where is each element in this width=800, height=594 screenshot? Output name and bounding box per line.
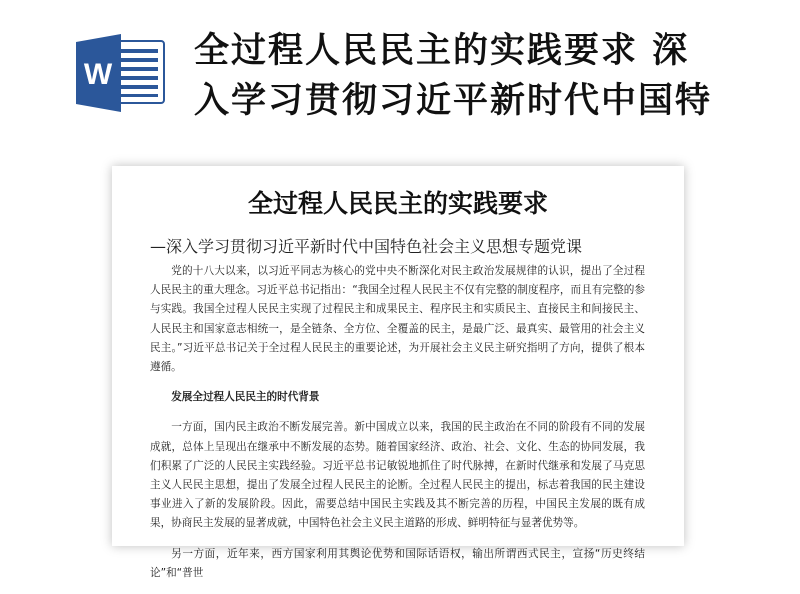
paragraph: 一方面，国内民主政治不断发展完善。新中国成立以来，我国的民主政治在不同的阶段有不同的发展成就，总体上呈现出在继承中不断发展的态势。随着国家经济、政治、社会、文化、生态的协同发展，我们积累了广泛的人民民主实践经验。习近平总书记敏锐地抓住了时代脉搏，在新时代继承和发展了马克思主义人民民主思想，提出了发展全过程人民民主的论断。全过程人民民主的提出，标志着我国的民主建设事业进入了新的发展阶段。因此，需要总结中国民主实践及其不断完善的历程，中国民主发展的既有成果，协商民主发展的显著成就，中国特色社会主义民主道路的形成、鲜明特征与显著优势等。	[150, 421, 645, 530]
document-title: 全过程人民民主的实践要求 深入学习贯彻习近平新时代中国特	[194, 31, 713, 121]
page-subtitle: —深入学习贯彻习近平新时代中国特色社会主义思想专题党课	[150, 237, 583, 256]
document-page-preview	[112, 166, 684, 579]
section-heading: 发展全过程人民民主的时代背景	[171, 391, 320, 404]
word-document-icon	[76, 32, 166, 112]
document-body	[150, 262, 645, 594]
paragraph: 另一方面，近年来，西方国家利用其舆论优势和国际话语权，输出所谓西式民主，宣扬“历史终结论”和“普世	[150, 547, 645, 579]
paragraph: 党的十八大以来，以习近平同志为核心的党中央不断深化对民主政治发展规律的认识，提出了全过程人民民主的重大理念。习近平总书记指出：“我国全过程人民民主不仅有完整的制度程序，而且有完整的参与实践。我国全过程人民民主实现了过程民主和成果民主、程序民主和实质民主、直接民主和间接民主、人民民主和国家意志相统一，是全链条、全方位、全覆盖的民主，是最广泛、最真实、最管用的社会主义民主。”习近平总书记关于全过程人民民主的重要论述，为开展社会主义民主研究指明了方向，提供了根本遵循。	[150, 265, 645, 374]
header	[0, 0, 800, 140]
page-title: 全过程人民民主的实践要求	[247, 189, 548, 218]
svg-text:W: W	[83, 58, 113, 91]
